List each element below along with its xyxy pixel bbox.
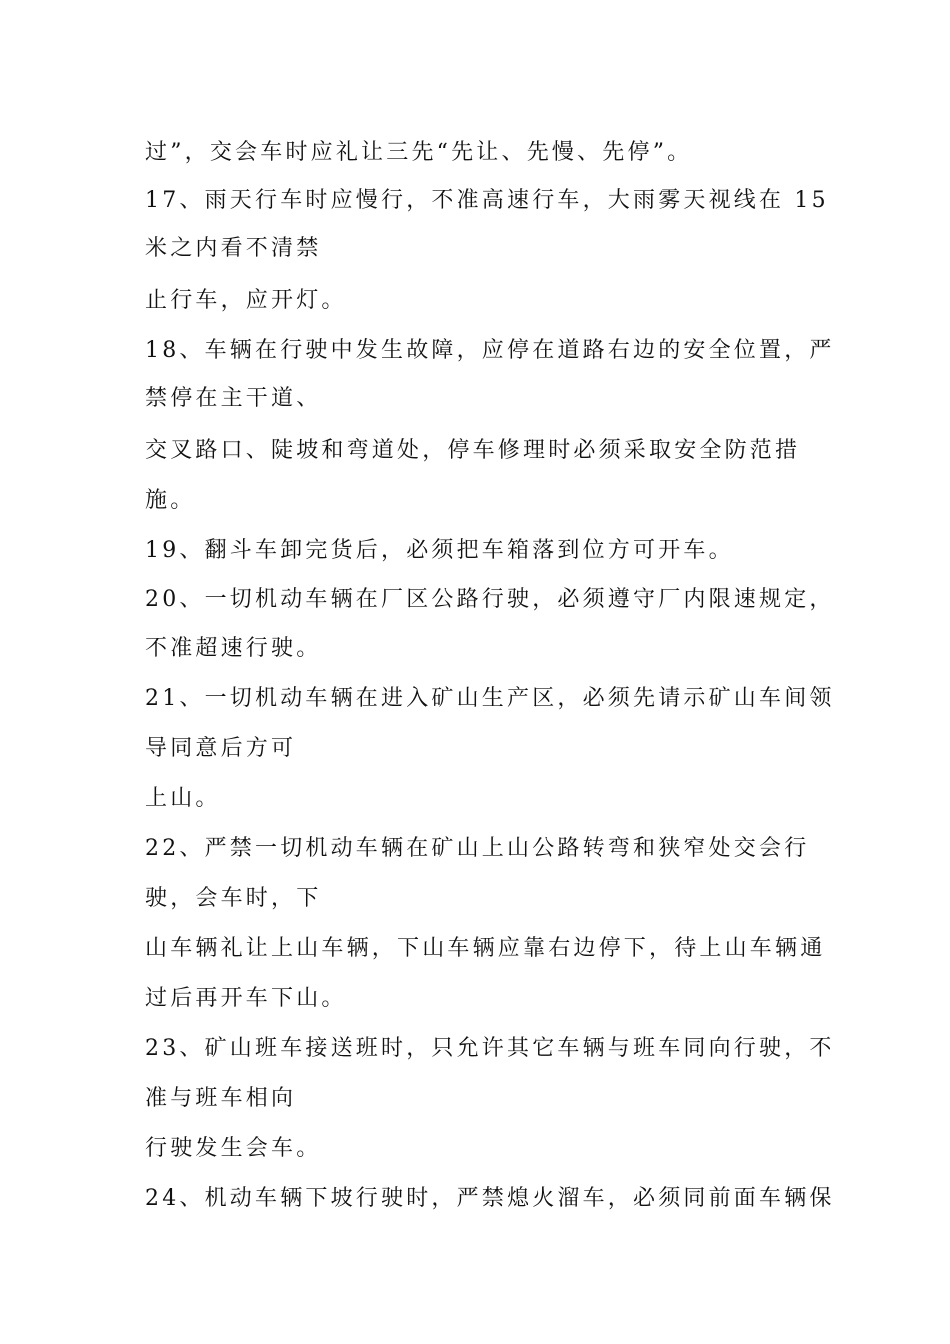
text-line: 驶，会车时，下 bbox=[145, 886, 322, 911]
text-line: 米之内看不清禁 bbox=[145, 236, 322, 261]
text-line: 18、车辆在行驶中发生故障，应停在道路右边的安全位置，严 bbox=[145, 338, 835, 363]
text-line: 止行车，应开灯。 bbox=[145, 288, 347, 313]
text-line: 导同意后方可 bbox=[145, 736, 297, 761]
text-line: 交叉路口、陡坡和弯道处，停车修理时必须采取安全防范措 bbox=[145, 438, 801, 463]
text-line: 禁停在主干道、 bbox=[145, 386, 322, 411]
text-line: 不准超速行驶。 bbox=[145, 636, 322, 661]
text-line: 过后再开车下山。 bbox=[145, 986, 347, 1011]
text-line: 20、一切机动车辆在厂区公路行驶，必须遵守厂内限速规定， bbox=[145, 587, 835, 612]
text-line: 过”，交会车时应礼让三先“先让、先慢、先停”。 bbox=[145, 140, 693, 165]
text-line: 23、矿山班车接送班时，只允许其它车辆与班车同向行驶，不 bbox=[145, 1036, 835, 1061]
text-line: 上山。 bbox=[145, 786, 221, 811]
text-line: 施。 bbox=[145, 488, 196, 513]
text-line: 19、翻斗车卸完货后，必须把车箱落到位方可开车。 bbox=[145, 538, 734, 563]
text-line: 行驶发生会车。 bbox=[145, 1136, 322, 1161]
text-line: 山车辆礼让上山车辆，下山车辆应靠右边停下，待上山车辆通 bbox=[145, 936, 826, 961]
text-line: 24、机动车辆下坡行驶时，严禁熄火溜车，必须同前面车辆保 bbox=[145, 1186, 835, 1211]
text-line: 准与班车相向 bbox=[145, 1086, 297, 1111]
text-line: 17、雨天行车时应慢行，不准高速行车，大雨雾天视线在 15 bbox=[145, 188, 829, 213]
text-line: 22、严禁一切机动车辆在矿山上山公路转弯和狭窄处交会行 bbox=[145, 836, 810, 861]
text-line: 21、一切机动车辆在进入矿山生产区，必须先请示矿山车间领 bbox=[145, 686, 835, 711]
